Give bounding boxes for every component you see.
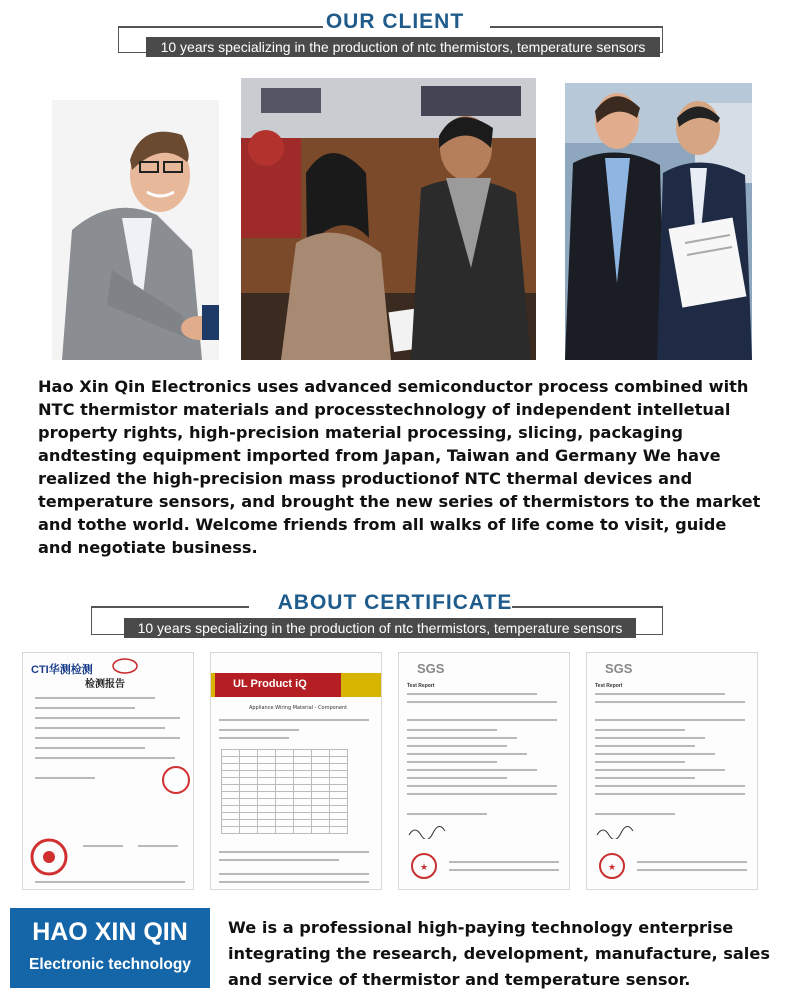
- cert-sgs-2: [586, 652, 758, 890]
- signature-icon: [407, 825, 447, 839]
- red-stamp-icon: [161, 765, 191, 795]
- signature-icon: [595, 825, 635, 839]
- cert-cti-logo: CTI华测检测: [31, 664, 93, 676]
- company-intro-paragraph: Hao Xin Qin Electronics uses advanced semiconductor process combined with NTC thermistor materials and processtechnology of independent intelletual property rights, high-precision material processing, slicing, packaging andtesting equipment imported from Japan, Taiwan and Germany We have realized the high-precision mass productionof NTC thermal devices and temperature sensors, and brought the new series of thermistors to the market and tothe world. Welcome friends from all walks of life come to visit, guide and negotiate business.: [38, 377, 761, 557]
- certificate-section-subtitle: 10 years specializing in the production of ntc thermistors, temperature sensors: [124, 618, 636, 638]
- client-section-title: OUR CLIENT: [325, 10, 465, 33]
- red-seal-icon: [29, 837, 69, 877]
- cma-seal-icon: [111, 657, 139, 675]
- cert-sgs-2-logo: SGS: [605, 661, 633, 676]
- svg-text:★: ★: [419, 863, 429, 873]
- client-section-subtitle: 10 years specializing in the production of ntc thermistors, temperature sensors: [146, 37, 660, 57]
- cert-ul-logo: UL Product iQ: [215, 673, 341, 697]
- cert-sgs-1-logo: SGS: [417, 661, 445, 676]
- brand-badge: [10, 908, 210, 988]
- cert-cti-heading: 检测报告: [85, 679, 125, 690]
- cert-sgs-2-heading: Test Report: [595, 683, 623, 689]
- cert-sgs-1-heading: Test Report: [407, 683, 435, 689]
- red-seal-icon: [409, 851, 439, 881]
- company-outro-paragraph: We is a professional high-paying technology enterprise integrating the research, development, manufacture, sales and service of thermistor and temperature sensor.: [228, 918, 770, 989]
- svg-text:★: ★: [607, 863, 617, 873]
- cert-cti: [22, 652, 194, 890]
- red-seal-icon: [597, 851, 627, 881]
- ul-data-table: [221, 749, 348, 834]
- photo-handshake: [52, 100, 219, 360]
- brand-tagline: Electronic technology: [29, 956, 191, 973]
- cert-ul: [210, 652, 382, 890]
- photo-certificate-presentation: [565, 83, 752, 360]
- cert-ul-heading: Appliance Wiring Material - Component: [248, 705, 348, 711]
- certificate-section-title: ABOUT CERTIFICATE: [277, 591, 513, 614]
- photo-meeting: [241, 78, 536, 360]
- brand-name: HAO XIN QIN: [32, 918, 188, 946]
- cert-sgs-1: [398, 652, 570, 890]
